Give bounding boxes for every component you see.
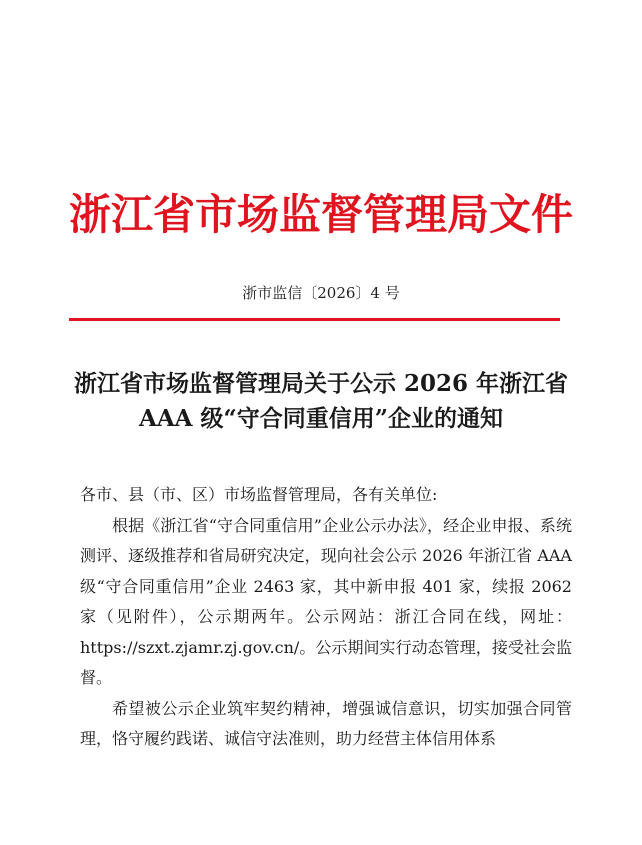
document-number: 浙市监信〔2026〕4 号: [242, 284, 400, 302]
salutation: 各市、县（市、区）市场监督管理局，各有关单位:: [80, 485, 438, 504]
notice-title-line-1: 浙江省市场监督管理局关于公示 2026 年浙江省: [73, 370, 569, 397]
document-body: [80, 480, 572, 755]
issuer-header-title: 浙江省市场监督管理局文件: [68, 190, 573, 239]
red-divider-line: [69, 318, 560, 321]
body-paragraph-1: 根据《浙江省“守合同重信用”企业公示办法》，经企业申报、系统测评、逐级推荐和省局研究决定，现向社会公示 2026 年浙江省 AAA 级“守合同重信用”企业 2463 家，其中新申报 401 家，续报 2062 家（见附件），公示期两年。公示网站：浙江合同在线，网址：https://szxt.zjamr.zj.gov.cn/。公示期间实行动态管理，接受社会监督。: [80, 515, 572, 687]
notice-title-line-2: AAA 级“守合同重信用”企业的通知: [138, 405, 503, 432]
notice-title: [40, 366, 602, 436]
body-paragraph-2: 希望被公示企业筑牢契约精神，增强诚信意识，切实加强合同管理，恪守履约践诺、诚信守法准则，助力经营主体信用体系: [80, 698, 572, 748]
